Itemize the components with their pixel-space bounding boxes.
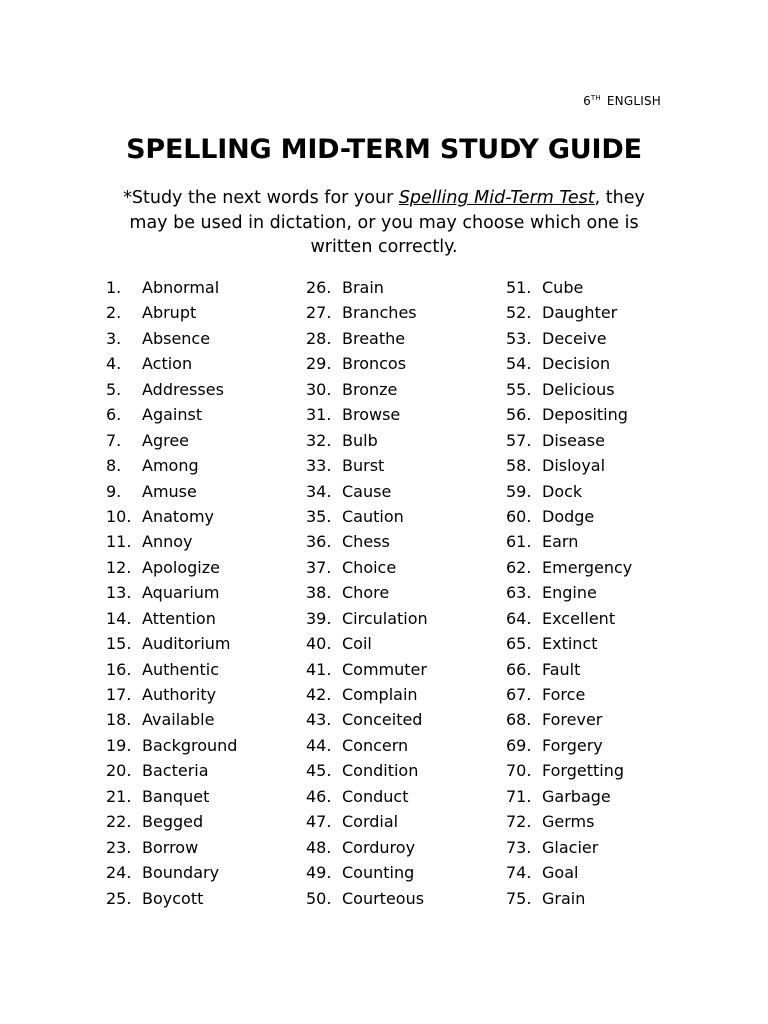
- word-text: Coil: [342, 634, 372, 654]
- word-number: 19.: [106, 735, 132, 755]
- word-text: Banquet: [142, 786, 210, 806]
- word-list-item: [306, 557, 428, 582]
- word-number: 36.: [306, 532, 332, 552]
- word-text: Choice: [342, 557, 397, 577]
- word-text: Glacier: [542, 837, 599, 857]
- word-list-item: [306, 709, 428, 734]
- word-list: [0, 277, 768, 917]
- word-list-item: [106, 837, 237, 862]
- word-number: 73.: [506, 837, 532, 857]
- word-number: 50.: [306, 888, 332, 908]
- word-text: Breathe: [342, 328, 406, 348]
- word-list-item: [306, 430, 428, 455]
- word-number: 22.: [106, 812, 132, 832]
- word-text: Conduct: [342, 786, 409, 806]
- word-text: Background: [142, 735, 238, 755]
- instructions-tail: , they may be used in dictation, or you may choose which one is written correctly.: [129, 188, 645, 257]
- word-number: 38.: [306, 583, 332, 603]
- word-text: Auditorium: [142, 634, 231, 654]
- word-list-item: [506, 786, 632, 811]
- word-column-3: [506, 277, 632, 913]
- word-number: 16.: [106, 659, 132, 679]
- word-number: 72.: [506, 812, 532, 832]
- word-number: 67.: [506, 685, 532, 704]
- word-number: 21.: [106, 786, 132, 806]
- word-text: Chess: [342, 532, 390, 552]
- word-text: Commuter: [342, 659, 427, 679]
- word-list-item: [306, 302, 428, 327]
- word-number: 68.: [506, 710, 532, 730]
- word-text: Grain: [542, 888, 586, 908]
- instructions-paragraph: [104, 186, 664, 260]
- word-number: 45.: [306, 761, 332, 781]
- word-list-item: [506, 353, 632, 378]
- word-number: 57.: [506, 430, 532, 450]
- word-number: 26.: [306, 278, 332, 297]
- word-list-item: [306, 659, 428, 684]
- word-list-item: [106, 506, 237, 531]
- word-number: 14.: [106, 608, 132, 628]
- word-text: Deceive: [542, 328, 607, 348]
- word-number: 12.: [106, 557, 132, 577]
- word-list-item: [106, 557, 237, 582]
- word-list-item: [106, 455, 237, 480]
- word-column-2: [306, 277, 428, 913]
- word-list-item: [306, 760, 428, 785]
- word-number: 66.: [506, 659, 532, 679]
- word-list-item: [506, 735, 632, 760]
- word-list-item: [106, 735, 237, 760]
- word-list-item: [306, 582, 428, 607]
- word-text: Borrow: [142, 837, 199, 857]
- word-text: Among: [142, 456, 199, 476]
- word-text: Begged: [142, 812, 204, 832]
- word-list-item: [106, 430, 237, 455]
- word-list-item: [106, 633, 237, 658]
- word-text: Addresses: [142, 379, 224, 399]
- word-list-item: [506, 709, 632, 734]
- word-list-item: [106, 277, 237, 302]
- word-list-item: [106, 582, 237, 607]
- word-number: 7.: [106, 430, 122, 450]
- word-number: 56.: [506, 405, 532, 425]
- word-number: 20.: [106, 761, 132, 781]
- word-list-item: [506, 862, 632, 887]
- word-number: 13.: [106, 583, 132, 603]
- word-text: Available: [142, 710, 215, 730]
- page-title: SPELLING MID-TERM STUDY GUIDE: [126, 134, 642, 165]
- word-text: Amuse: [142, 481, 197, 501]
- word-text: Dodge: [542, 506, 595, 526]
- word-list-item: [106, 328, 237, 353]
- word-text: Disease: [542, 430, 605, 450]
- word-text: Absence: [142, 328, 211, 348]
- word-list-item: [306, 404, 428, 429]
- word-text: Action: [142, 354, 193, 374]
- word-number: 63.: [506, 583, 532, 603]
- grade-subject-label: [583, 94, 661, 108]
- word-text: Annoy: [142, 532, 193, 552]
- word-number: 52.: [506, 303, 532, 323]
- word-number: 59.: [506, 481, 532, 501]
- word-list-item: [506, 455, 632, 480]
- word-list-item: [106, 786, 237, 811]
- word-number: 23.: [106, 837, 132, 857]
- word-number: 69.: [506, 735, 532, 755]
- word-list-item: [506, 277, 632, 302]
- word-number: 61.: [506, 532, 532, 552]
- word-text: Forgetting: [542, 761, 625, 781]
- word-text: Attention: [142, 608, 216, 628]
- word-number: 15.: [106, 634, 132, 654]
- word-text: Decision: [542, 354, 611, 374]
- word-text: Apologize: [142, 557, 220, 577]
- word-list-item: [506, 481, 632, 506]
- word-number: 11.: [106, 532, 132, 552]
- word-list-item: [106, 684, 237, 709]
- word-list-item: [306, 608, 428, 633]
- word-number: 5.: [106, 379, 122, 399]
- word-number: 40.: [306, 634, 332, 654]
- word-number: 71.: [506, 786, 532, 806]
- word-number: 29.: [306, 354, 332, 374]
- word-number: 24.: [106, 863, 132, 883]
- subject-name: ENGLISH: [606, 94, 661, 108]
- word-list-item: [506, 302, 632, 327]
- word-list-item: [506, 557, 632, 582]
- word-number: 32.: [306, 430, 332, 450]
- word-list-item: [506, 659, 632, 684]
- word-list-item: [306, 837, 428, 862]
- word-list-item: [506, 379, 632, 404]
- word-text: Fault: [542, 659, 581, 679]
- word-text: Broncos: [342, 354, 407, 374]
- word-list-item: [506, 582, 632, 607]
- word-list-item: [106, 481, 237, 506]
- word-list-item: [106, 379, 237, 404]
- word-number: 65.: [506, 634, 532, 654]
- word-list-item: [306, 455, 428, 480]
- word-list-item: [306, 328, 428, 353]
- word-number: 27.: [306, 303, 332, 323]
- word-list-item: [506, 531, 632, 556]
- word-list-item: [306, 277, 428, 302]
- word-text: Complain: [342, 685, 418, 704]
- word-text: Conceited: [342, 710, 423, 730]
- word-text: Authentic: [142, 659, 219, 679]
- word-text: Chore: [342, 583, 390, 603]
- word-list-item: [506, 608, 632, 633]
- word-text: Cordial: [342, 812, 399, 832]
- word-text: Caution: [342, 506, 404, 526]
- word-list-item: [306, 811, 428, 836]
- word-text: Branches: [342, 303, 417, 323]
- word-number: 9.: [106, 481, 122, 501]
- word-list-item: [106, 709, 237, 734]
- word-list-item: [306, 684, 428, 709]
- word-list-item: [106, 811, 237, 836]
- word-text: Concern: [342, 735, 409, 755]
- word-text: Anatomy: [142, 506, 215, 526]
- word-list-item: [106, 862, 237, 887]
- word-text: Extinct: [542, 634, 598, 654]
- word-text: Abrupt: [142, 303, 197, 323]
- word-text: Engine: [542, 583, 597, 603]
- word-text: Courteous: [342, 888, 425, 908]
- word-column-1: [106, 277, 237, 913]
- word-list-item: [306, 862, 428, 887]
- word-text: Bronze: [342, 379, 398, 399]
- word-text: Force: [542, 685, 586, 704]
- word-text: Abnormal: [142, 278, 220, 297]
- word-text: Boycott: [142, 888, 204, 908]
- word-text: Burst: [342, 456, 385, 476]
- word-number: 48.: [306, 837, 332, 857]
- word-number: 39.: [306, 608, 332, 628]
- word-text: Daughter: [542, 303, 618, 323]
- instructions-lead: *Study the next words for your: [123, 188, 399, 208]
- word-number: 6.: [106, 405, 122, 425]
- word-text: Against: [142, 405, 203, 425]
- word-number: 18.: [106, 710, 132, 730]
- word-number: 2.: [106, 303, 122, 323]
- word-number: 31.: [306, 405, 332, 425]
- word-list-item: [106, 353, 237, 378]
- word-list-item: [306, 481, 428, 506]
- word-number: 28.: [306, 328, 332, 348]
- word-text: Bacteria: [142, 761, 209, 781]
- grade-suffix: TH: [590, 94, 601, 102]
- word-number: 41.: [306, 659, 332, 679]
- word-list-item: [306, 786, 428, 811]
- word-text: Germs: [542, 812, 595, 832]
- word-text: Disloyal: [542, 456, 606, 476]
- word-number: 4.: [106, 354, 122, 374]
- word-text: Forgery: [542, 735, 603, 755]
- word-list-item: [506, 506, 632, 531]
- word-text: Circulation: [342, 608, 428, 628]
- word-number: 34.: [306, 481, 332, 501]
- word-list-item: [306, 888, 428, 913]
- word-number: 47.: [306, 812, 332, 832]
- word-number: 53.: [506, 328, 532, 348]
- word-number: 30.: [306, 379, 332, 399]
- word-list-item: [106, 888, 237, 913]
- word-text: Browse: [342, 405, 401, 425]
- word-number: 55.: [506, 379, 532, 399]
- word-list-item: [106, 608, 237, 633]
- word-list-item: [106, 302, 237, 327]
- word-list-item: [506, 837, 632, 862]
- word-list-item: [506, 684, 632, 709]
- word-list-item: [306, 735, 428, 760]
- word-number: 37.: [306, 557, 332, 577]
- word-number: 70.: [506, 761, 532, 781]
- word-list-item: [506, 760, 632, 785]
- word-number: 46.: [306, 786, 332, 806]
- word-list-item: [506, 328, 632, 353]
- word-number: 3.: [106, 328, 122, 348]
- word-number: 35.: [306, 506, 332, 526]
- word-text: Earn: [542, 532, 579, 552]
- word-number: 54.: [506, 354, 532, 374]
- word-text: Dock: [542, 481, 583, 501]
- word-list-item: [306, 531, 428, 556]
- word-text: Counting: [342, 863, 415, 883]
- grade-number: 6: [583, 94, 591, 108]
- word-text: Cube: [542, 278, 584, 297]
- word-list-item: [106, 659, 237, 684]
- word-text: Authority: [142, 685, 217, 704]
- word-number: 10.: [106, 506, 132, 526]
- word-number: 62.: [506, 557, 532, 577]
- word-text: Forever: [542, 710, 603, 730]
- word-text: Goal: [542, 863, 579, 883]
- word-number: 25.: [106, 888, 132, 908]
- word-number: 75.: [506, 888, 532, 908]
- word-list-item: [506, 811, 632, 836]
- word-text: Aquarium: [142, 583, 220, 603]
- word-text: Excellent: [542, 608, 616, 628]
- word-list-item: [506, 888, 632, 913]
- word-text: Delicious: [542, 379, 615, 399]
- word-number: 49.: [306, 863, 332, 883]
- word-text: Cause: [342, 481, 392, 501]
- test-name: Spelling Mid-Term Test: [398, 188, 595, 208]
- word-text: Depositing: [542, 405, 628, 425]
- word-number: 42.: [306, 685, 332, 704]
- word-list-item: [306, 353, 428, 378]
- word-text: Garbage: [542, 786, 611, 806]
- word-text: Bulb: [342, 430, 378, 450]
- word-text: Condition: [342, 761, 419, 781]
- word-number: 44.: [306, 735, 332, 755]
- word-text: Brain: [342, 278, 384, 297]
- word-number: 8.: [106, 456, 122, 476]
- word-list-item: [306, 506, 428, 531]
- word-text: Boundary: [142, 863, 220, 883]
- word-list-item: [306, 379, 428, 404]
- word-number: 64.: [506, 608, 532, 628]
- word-number: 58.: [506, 456, 532, 476]
- word-list-item: [506, 430, 632, 455]
- word-number: 74.: [506, 863, 532, 883]
- word-list-item: [106, 760, 237, 785]
- word-list-item: [106, 404, 237, 429]
- word-number: 1.: [106, 278, 122, 297]
- word-list-item: [106, 531, 237, 556]
- word-number: 51.: [506, 278, 532, 297]
- word-number: 43.: [306, 710, 332, 730]
- word-list-item: [306, 633, 428, 658]
- word-list-item: [506, 404, 632, 429]
- word-number: 33.: [306, 456, 332, 476]
- word-text: Corduroy: [342, 837, 416, 857]
- word-number: 17.: [106, 685, 132, 704]
- word-list-item: [506, 633, 632, 658]
- word-number: 60.: [506, 506, 532, 526]
- word-text: Agree: [142, 430, 190, 450]
- word-text: Emergency: [542, 557, 633, 577]
